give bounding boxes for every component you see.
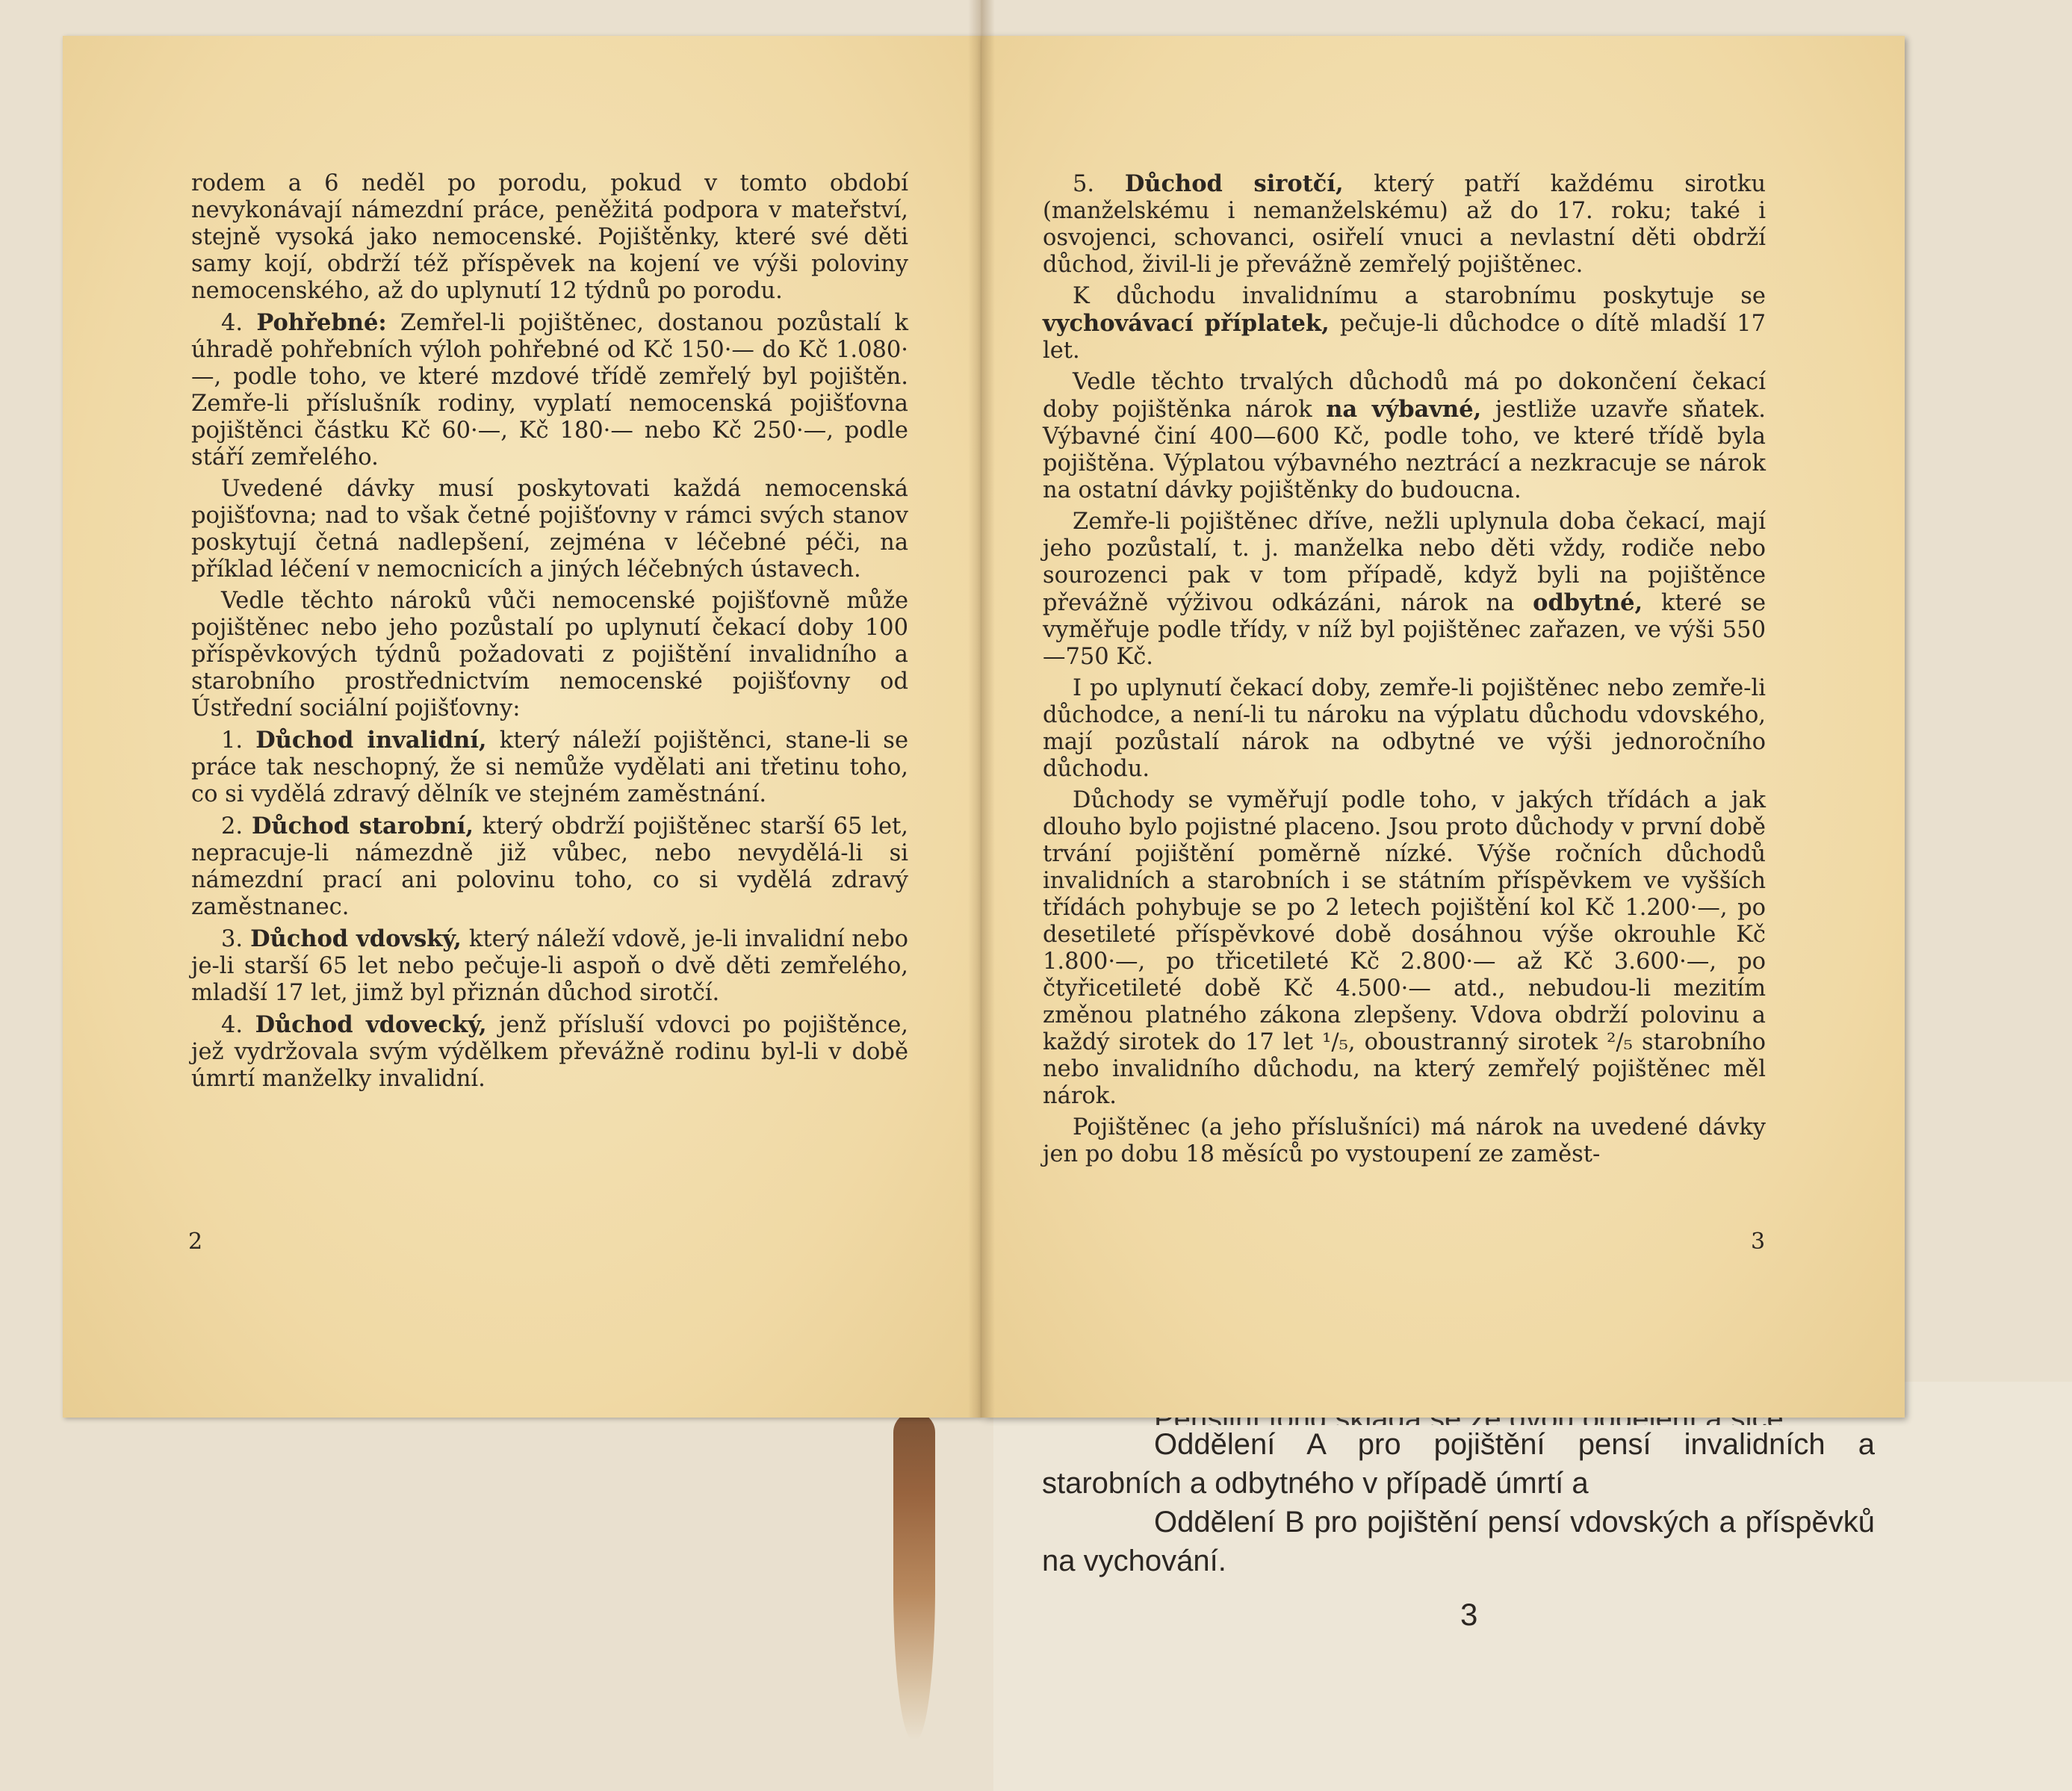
underlying-paragraph: Oddělení B pro pojištění pensí vdovských a příspěvků na vychování. [1042,1506,1875,1577]
paragraph: 3. Důchod vdovský, který náleží vdově, je-li invalidní nebo je-li starší 65 let nebo pečuje-li aspoň o dvě děti zemřelého, mladší 17 let, jimž byl přiznán důchod sirotčí. [191,925,908,1006]
emphasized-term: Důchod vdovecký, [255,1011,487,1038]
underlying-page-number: 3 [1460,1597,1478,1632]
emphasized-term: Důchod sirotčí, [1124,170,1344,197]
emphasized-term: Důchod invalidní, [255,727,487,754]
paragraph: 1. Důchod invalidní, který náleží pojištěnci, stane-li se práce tak neschopný, že si nemůže vydělati ani třetinu toho, co si vydělá zdravý dělník ve stejném zaměstnání. [191,727,908,807]
emphasized-term: Pohřebné: [256,309,387,336]
paragraph: Vedle těchto nároků vůči nemocenské pojišťovně může pojištěnec nebo jeho pozůstalí po uplynutí čekací doby 100 příspěvkových týdnů požadovati z pojištění invalidního a starobního prostřednictvím nemocenské pojišťovny od Ústřední sociální pojišťovny: [191,588,908,721]
paragraph: rodem a 6 neděl po porodu, pokud v tomto období nevykonávají námezdní práce, peněžitá podpora v mateřství, stejně vysoká jako nemocenské. Pojištěnky, které své děti samy kojí, obdrží též příspěvek na kojení ve výši poloviny nemocenského, až do uplynutí 12 týdnů po porodu. [191,170,908,304]
page-number-right: 3 [1751,1229,1766,1255]
underlying-page-text [1042,1419,1875,1580]
left-page-text [191,170,908,1097]
paragraph: 2. Důchod starobní, který obdrží pojištěnec starší 65 let, nepracuje-li námezdně již vůbec, nebo nevydělá-li si námezdní prací ani polovinu toho, co si vydělá zdravý zaměstnanec. [191,813,908,920]
paragraph: 4. Pohřebné: Zemřel-li pojištěnec, dostanou pozůstalí k úhradě pohřebních výloh pohřebné od Kč 150·— do Kč 1.080·—, podle toho, ve které mzdové třídě zemřelý byl pojištěn. Zemře-li příslušník rodiny, vyplatí nemocenská pojišťovna pojištěnci částku Kč 60·—, Kč 180·— nebo Kč 250·—, podle stáří zemřelého. [191,309,908,471]
emphasized-term: Důchod starobní, [251,813,474,839]
paragraph: 4. Důchod vdovecký, jenž přísluší vdovci po pojištěnce, jež vydržovala svým výdělkem převážně rodinu byl-li v době úmrtí manželky invalidní. [191,1011,909,1092]
paragraph: Vedle těchto trvalých důchodů má po dokončení čekací doby pojištěnka nárok na výbavné, jestliže uzavře sňatek. Výbavné činí 400—600 Kč, podle toho, ve které třídě byla pojištěna. Výplatou výbavného neztrácí a nezkracuje se nárok na ostatní dávky pojištěnky do budoucna. [1043,369,1766,503]
emphasized-term: vychovávací příplatek, [1043,310,1330,337]
binding-stain [893,1412,935,1740]
page-number-left: 2 [188,1229,203,1255]
page-fold [968,0,995,1418]
underlying-paragraph: Oddělení A pro pojištění pensí invalidních a starobních a odbytného v případě úmrtí a [1042,1428,1875,1500]
paragraph: I po uplynutí čekací doby, zemře-li pojištěnec nebo zemře-li důchodce, a není-li tu nároku na výplatu důchodu vdovského, mají pozůstalí nárok na odbytné ve výši jednoročního důchodu. [1043,675,1766,782]
paragraph: Důchody se vyměřují podle toho, v jakých třídách a jak dlouho bylo pojistné placeno. Jsou proto důchody v první době trvání pojištění poměrně nízké. Výše ročních důchodů invalidních a starobních i se státním příspěvkem ve vyšších třídách pohybuje se po 2 letech pojištění kol Kč 1.200·—, po desetileté příspěvkové době dosáhnou výše okrouhle Kč 1.800·—, po třicetileté Kč 2.800·— až Kč 3.600·—, po čtyřicetileté době Kč 4.500·— atd., nebudou-li mezitím změnou platného zákona zlepšeny. Vdova obdrží polovinu a každý sirotek do 17 let ¹/₅, oboustranný sirotek ²/₅ starobního nebo invalidního důchodu, na který zemřelý pojištěnec měl nárok. [1043,787,1766,1109]
right-page-text [1043,170,1766,1173]
paragraph: Uvedené dávky musí poskytovati každá nemocenská pojišťovna; nad to však četné pojišťovny v rámci svých stanov poskytují četná nadlepšení, zejména v léčebné péči, na příklad léčení v nemocnicích a jiných léčebných ústavech. [191,476,908,583]
emphasized-term: na výbavné, [1326,396,1482,423]
paragraph: Pojištěnec (a jeho příslušníci) má nárok na uvedené dávky jen po dobu 18 měsíců po vystoupení ze zaměst- [1043,1114,1766,1167]
paragraph: Zemře-li pojištěnec dříve, nežli uplynula doba čekací, mají jeho pozůstalí, t. j. manželka nebo děti vždy, rodiče nebo sourozenci pak v tom případě, když byli na pojištěnce převážně výživou odkázáni, nárok na odbytné, které se vyměřuje podle třídy, v níž byl pojištěnec zařazen, ve výši 550—750 Kč. [1043,509,1766,670]
emphasized-term: odbytné, [1533,589,1643,616]
paragraph: K důchodu invalidnímu a starobnímu poskytuje se vychovávací příplatek, pečuje-li důchodce o dítě mladší 17 let. [1043,283,1766,364]
paragraph: 5. Důchod sirotčí, který patří každému sirotku (manželskému i nemanželskému) až do 17. roku; také i osvojenci, schovanci, osiřelí vnuci a nevlastní děti obdrží důchod, živil-li je převážně zemřelý pojištěnec. [1043,170,1766,278]
emphasized-term: Důchod vdovský, [250,925,462,952]
